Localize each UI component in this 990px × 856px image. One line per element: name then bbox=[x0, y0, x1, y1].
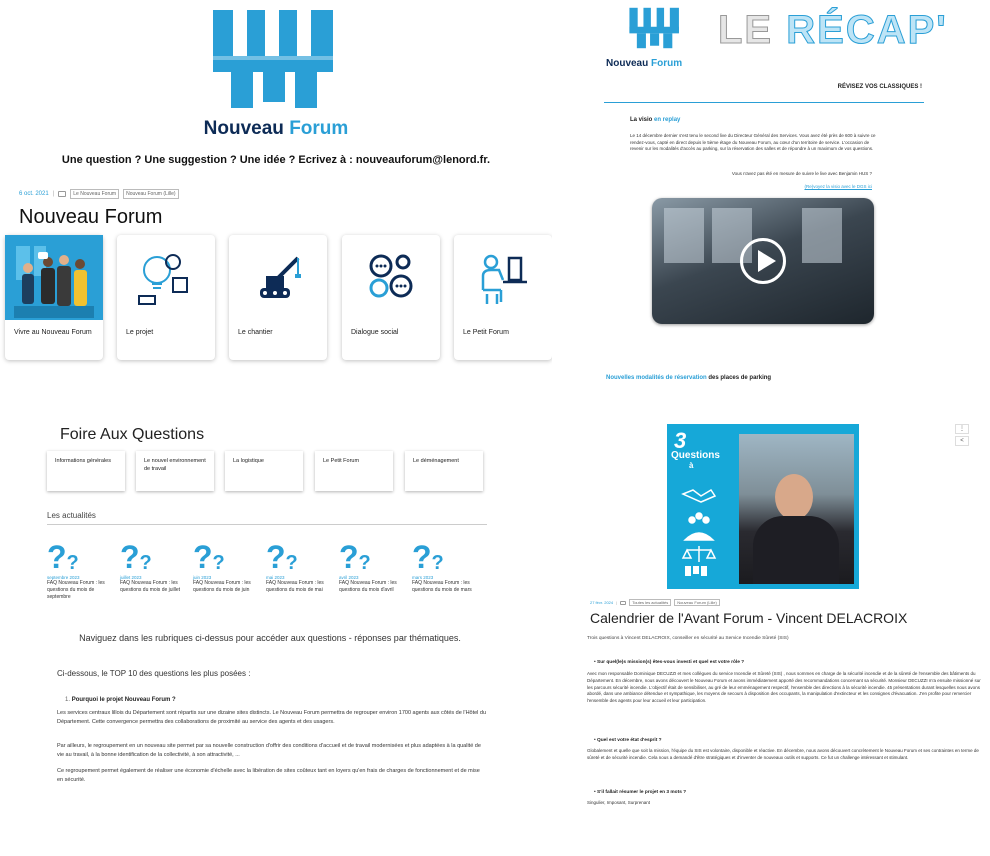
news-title[interactable]: FAQ Nouveau Forum : les questions du mois de septembre bbox=[47, 580, 105, 600]
interview-question: • S'il fallait résumer le projet en 3 mots ? bbox=[594, 790, 686, 795]
share-toolbar bbox=[955, 424, 969, 446]
news-date: mai 2023 bbox=[266, 575, 285, 580]
card-le-projet[interactable] bbox=[117, 235, 215, 360]
category-tag[interactable]: Nouveau Forum (Lille) bbox=[674, 599, 720, 606]
question-number: 1. bbox=[65, 697, 71, 703]
visio-title-part2: en replay bbox=[654, 117, 681, 123]
banner-a: à bbox=[689, 461, 694, 470]
news-title[interactable]: FAQ Nouveau Forum : les questions du mois de juin bbox=[193, 580, 251, 593]
handshake-icon bbox=[683, 490, 715, 502]
contact-tagline: Une question ? Une suggestion ? Une idée ? Ecrivez à : nouveauforum@lenord.fr. bbox=[61, 154, 491, 166]
page-title: Nouveau Forum bbox=[19, 206, 163, 228]
card-vivre-au-nouveau-forum[interactable] bbox=[5, 235, 103, 360]
faq-question bbox=[65, 697, 176, 703]
faq-panel bbox=[0, 400, 560, 856]
category-tag[interactable]: Le Nouveau Forum bbox=[70, 189, 119, 199]
post-meta bbox=[590, 599, 720, 606]
meta-separator: | bbox=[52, 191, 55, 197]
portrait-head bbox=[775, 474, 813, 520]
card-label: Dialogue social bbox=[351, 329, 399, 336]
nouveau-forum-logo[interactable] bbox=[195, 8, 355, 110]
faq-card-petit-forum[interactable]: Le Petit Forum bbox=[315, 451, 393, 491]
card-label: Vivre au Nouveau Forum bbox=[14, 329, 92, 336]
recap-rest: RÉCAP' bbox=[786, 8, 948, 52]
question-marks-icon: ? ? bbox=[120, 539, 152, 575]
card-label: Le chantier bbox=[238, 329, 273, 336]
folder-icon bbox=[620, 601, 626, 605]
question-marks-icon: ? ? bbox=[339, 539, 371, 575]
post-meta bbox=[19, 189, 179, 199]
faq-card-demenagement[interactable]: Le déménagement bbox=[405, 451, 483, 491]
interview-question: • Quel est votre état d'esprit ? bbox=[594, 738, 662, 743]
divider bbox=[47, 524, 487, 525]
visio-replay-link[interactable]: (Re)voyez la visio avec le DGS ici bbox=[804, 184, 872, 189]
actualites-title: Les actualités bbox=[47, 511, 96, 520]
news-date: avril 2023 bbox=[339, 575, 359, 580]
news-item[interactable] bbox=[412, 533, 480, 594]
divider bbox=[604, 102, 924, 103]
meta-separator: | bbox=[616, 600, 618, 605]
banner-questions: Questions bbox=[671, 450, 720, 461]
nf-logo-icon bbox=[195, 8, 355, 110]
nf-logo-icon bbox=[622, 4, 688, 52]
brand-name bbox=[0, 118, 552, 140]
news-item[interactable] bbox=[339, 533, 407, 594]
visio-title-part1: La visio bbox=[630, 117, 653, 123]
helmet-icon bbox=[685, 533, 713, 540]
news-item[interactable] bbox=[47, 533, 115, 601]
news-item[interactable] bbox=[120, 533, 188, 594]
question-marks-icon: ? ? bbox=[193, 539, 225, 575]
people-icon bbox=[5, 235, 103, 320]
share-icon[interactable]: < bbox=[955, 436, 969, 446]
visio-title bbox=[630, 117, 680, 123]
news-date: mars 2023 bbox=[412, 575, 434, 580]
banner-icons bbox=[679, 486, 719, 576]
article-title: Calendrier de l'Avant Forum - Vincent DELACROIX bbox=[590, 610, 908, 626]
portrait-body bbox=[753, 516, 839, 584]
brand-part1: Nouveau bbox=[203, 118, 284, 139]
card-dialogue-social[interactable] bbox=[342, 235, 440, 360]
answer-paragraph: Par ailleurs, le regroupement en un nouveau site permet par sa nouvelle construction d'offrir des conditions d'accueil et de travail modernisées et plus adaptées à la qualité de vie au travail, à la bonne identification de la collectivité, à son attractivité, ... bbox=[57, 743, 481, 758]
news-title[interactable]: FAQ Nouveau Forum : les questions du mois d'avril bbox=[339, 580, 397, 593]
portrait-photo bbox=[739, 434, 854, 584]
visio-question: Vous n'avez pas été en mesure de suivre le live avec Benjamin HUS ? bbox=[731, 171, 872, 176]
revisez-heading: RÉVISEZ VOS CLASSIQUES ! bbox=[837, 84, 922, 90]
interview-answer: Singulier, Imposant, Surprenant bbox=[587, 800, 651, 805]
navigation-hint: Naviguez dans les rubriques ci-dessus pour accéder aux questions - réponses par thématiques. bbox=[79, 633, 461, 643]
interview-answer: Globalement et quelle que soit la mission, l'équipe du SIS est volontaire, disponible et réactive. En décembre, nous avons découvert concrètement le Nouveau Forum et ses contraintes en terme de sûreté et de sécurité incendie. Cela nous a demandé d'être stratégiques et d'inventer de nouveaux outils et supports. Ce fut un challenge intéressant et stimulant. bbox=[587, 748, 979, 760]
question-text: Pourquoi le projet Nouveau Forum ? bbox=[71, 697, 176, 703]
answer-paragraph: Ce regroupement permet également de réaliser une économie d'échelle avec la libération de sites coûteux tant en loyers qu'en frais de charges de fonctionnement et de mise en sécurité. bbox=[57, 768, 480, 783]
chat-icon bbox=[342, 235, 440, 320]
card-le-petit-forum[interactable] bbox=[454, 235, 552, 360]
news-item[interactable] bbox=[193, 533, 261, 594]
video-thumbnail[interactable] bbox=[652, 198, 874, 324]
article-intro: Trois questions à Vincent DELACROIX, conseiller en sécurité au Service Incendie Sûreté (SIS) bbox=[587, 636, 789, 641]
le-recap-title bbox=[718, 8, 948, 53]
crane-icon bbox=[229, 235, 327, 320]
card-le-chantier[interactable] bbox=[229, 235, 327, 360]
faq-card-environnement[interactable]: Le nouvel environnement de travail bbox=[136, 451, 214, 491]
category-tag[interactable]: Nouveau Forum (Lille) bbox=[123, 189, 178, 199]
brand-name bbox=[606, 58, 682, 69]
post-date: 27 févr. 2024 bbox=[590, 600, 614, 605]
le-recap-newsletter-panel bbox=[600, 0, 990, 390]
folder-icon bbox=[58, 191, 66, 197]
window-shape bbox=[664, 208, 704, 263]
news-title[interactable]: FAQ Nouveau Forum : les questions du mois de mai bbox=[266, 580, 324, 593]
question-marks-icon: ? ? bbox=[412, 539, 444, 575]
top10-heading: Ci-dessous, le TOP 10 des questions les plus posées : bbox=[57, 669, 251, 678]
brand-part2: Forum bbox=[651, 58, 683, 69]
faq-card-informations[interactable]: Informations générales bbox=[47, 451, 125, 491]
news-date: septembre 2023 bbox=[47, 575, 80, 580]
window-shape bbox=[802, 208, 842, 263]
parking-part1: Nouvelles modalités de réservation bbox=[606, 375, 707, 381]
card-label: Le projet bbox=[126, 329, 154, 336]
news-title[interactable]: FAQ Nouveau Forum : les questions du mois de juillet bbox=[120, 580, 181, 593]
news-item[interactable] bbox=[266, 533, 334, 594]
card-label: Le Petit Forum bbox=[463, 329, 509, 336]
question-marks-icon: ? ? bbox=[47, 539, 79, 575]
calendar-article-panel bbox=[580, 400, 990, 856]
idea-icon bbox=[117, 235, 215, 320]
answer-paragraph: Les services centraux lillois du Département sont répartis sur une dizaine sites distincts. Le Nouveau Forum permettra de regrouper environ 1700 agents aux côtés de l'Hôtel du Département. Cette convergence permettra des collaborations de proximité au service des agents et des usagers. bbox=[57, 710, 487, 725]
recap-le: LE bbox=[718, 8, 774, 52]
visio-paragraph: Le 14 décembre dernier s'est tenu le second live du Directeur Général des Services. Vous avez été près de 600 à suivre ce rendez-vous, capté en direct depuis le 5ème étage du Nouveau Forum, au cœur d'un territoire de service. L'occasion de revenir sur les modalités d'accès au parking, sur la réservation des salles et de répondre à un maximum de vos questions. bbox=[630, 133, 876, 151]
news-date: juillet 2023 bbox=[120, 575, 142, 580]
category-tag[interactable]: Toutes les actualités bbox=[629, 599, 671, 606]
play-icon[interactable] bbox=[740, 238, 786, 284]
question-marks-icon: ? ? bbox=[266, 539, 298, 575]
faq-card-logistique[interactable]: La logistique bbox=[225, 451, 303, 491]
post-date: 6 oct. 2021 bbox=[19, 191, 49, 197]
nouveau-forum-home-panel bbox=[0, 0, 552, 380]
brand-part1: Nouveau bbox=[606, 58, 649, 69]
news-title[interactable]: FAQ Nouveau Forum : les questions du mois de mars bbox=[412, 580, 472, 593]
interview-question: • Sur quel(le)s mission(s) êtes-vous investi et quel est votre rôle ? bbox=[594, 660, 744, 665]
interview-answer: Avec mon responsable Dominique DECUZZI et mes collègues du service Incendie et Sûreté (SIS) , nous sommes en charge de la sécurité incendie et de la sûreté de l'ensemble des bâtiments du Département. En décembre, nous avons découvert le Nouveau Forum et avons immédiatement apporté des recommandations concernant sa sécurité. Monsieur DECUZZI m'a ensuite missionné sur les parcours sécurité incendie. L'objectif était de sensibiliser, au gré de leur emménagement respectif, l'ensemble des directions à la sécurité incendie. 45 présentations durant lesquelles nous avons abordé, dans une ambiance détendue et sympathique, les moyens de secours à disposition des occupants, la manipulation d'extincteur et les consignes d'évacuation. J'en profite pour remercier l'ensemble des agents pour leur accueil et leur participation. bbox=[587, 671, 981, 704]
faq-title: Foire Aux Questions bbox=[60, 426, 205, 443]
article-banner bbox=[667, 424, 859, 589]
brand-part2: Forum bbox=[289, 118, 349, 139]
banner-number: 3 bbox=[674, 428, 687, 453]
news-date: juin 2023 bbox=[193, 575, 212, 580]
desk-icon bbox=[454, 235, 552, 320]
parking-headline[interactable] bbox=[606, 375, 771, 381]
more-icon[interactable]: ⋮ bbox=[955, 424, 969, 434]
parking-part2: des places de parking bbox=[708, 375, 772, 381]
